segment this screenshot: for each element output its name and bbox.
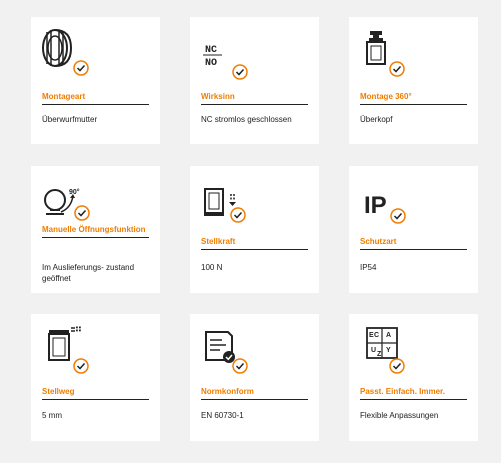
card-value: EN 60730-1 — [201, 411, 244, 420]
ninety-degree-label: 90° — [69, 189, 80, 196]
card-value: Flexible Anpassungen — [360, 411, 439, 420]
puzzle-letter: C — [374, 332, 380, 339]
card-title: Schutzart — [360, 237, 467, 250]
card-value: 5 mm — [42, 411, 62, 420]
feature-card-passt-einfach — [349, 314, 478, 441]
nc-no-icon — [200, 29, 260, 75]
puzzle-letter: U — [371, 347, 377, 354]
feature-card-wirksinn — [190, 17, 319, 144]
nc-label: NC — [205, 45, 218, 56]
feature-card-stellkraft — [190, 166, 319, 293]
puzzle-letter: Y — [386, 347, 391, 354]
card-title: Wirksinn — [201, 92, 308, 105]
card-title: Stellweg — [42, 387, 149, 400]
card-value: Im Auslieferungs- zustand geöffnet — [42, 263, 135, 283]
card-title: Passt. Einfach. Immer. — [360, 387, 467, 400]
feature-card-stellweg — [31, 314, 160, 441]
puzzle-letter: E — [369, 332, 374, 339]
puzzle-letter: A — [386, 332, 392, 339]
stroke-icon — [41, 326, 101, 372]
card-title: Stellkraft — [201, 237, 308, 250]
overhead-mount-icon — [359, 29, 419, 75]
card-title: Manuelle Öffnungsfunktion — [42, 225, 149, 238]
card-value: Überwurfmutter — [42, 115, 98, 124]
feature-card-montage-360 — [349, 17, 478, 144]
no-label: NO — [205, 58, 218, 69]
adapter-puzzle-icon — [359, 326, 419, 372]
card-title: Montageart — [42, 92, 149, 105]
feature-card-normkonform — [190, 314, 319, 441]
card-value: 100 N — [201, 263, 223, 272]
feature-card-schutzart — [349, 166, 478, 293]
card-value: IP54 — [360, 263, 377, 272]
actuator-force-icon — [200, 178, 260, 224]
puzzle-letter: Z — [377, 351, 382, 358]
feature-card-manuelle-oeffnung — [31, 166, 160, 293]
ip-label: IP — [364, 192, 387, 219]
standard-document-icon — [200, 326, 260, 372]
card-title: Montage 360° — [360, 92, 467, 105]
ip-rating-icon — [359, 178, 419, 224]
feature-card-montageart — [31, 17, 160, 144]
card-value: NC stromlos geschlossen — [201, 115, 292, 124]
card-value: Überkopf — [360, 115, 393, 124]
manual-open-icon — [41, 178, 101, 224]
union-nut-icon — [41, 29, 101, 75]
card-title: Normkonform — [201, 387, 308, 400]
